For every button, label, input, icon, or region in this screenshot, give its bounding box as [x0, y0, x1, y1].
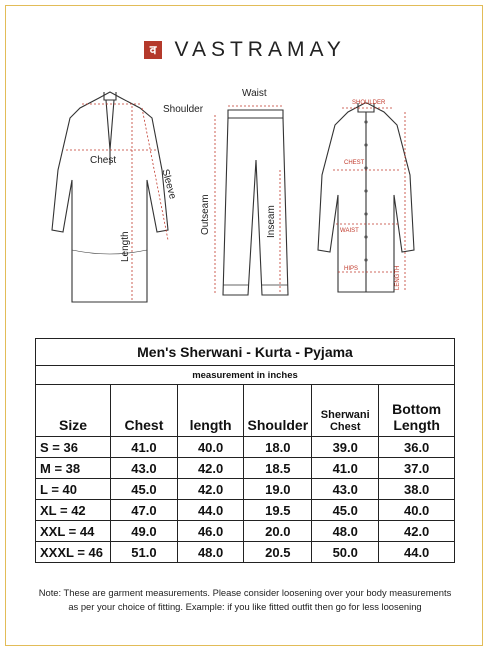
- measurement-cell: 44.0: [379, 542, 455, 563]
- table-row: [36, 479, 455, 500]
- label-sherwani-waist: WAIST: [340, 228, 359, 234]
- note-line-2: as per your choice of fitting. Example: if you like fitted outfit then go for less loosening: [68, 601, 422, 612]
- table-header-row: [36, 385, 455, 437]
- size-cell: XXL = 44: [36, 521, 111, 542]
- brand-name: VASTRAMAY: [174, 38, 346, 61]
- header-chest: Chest: [111, 385, 178, 437]
- sherwani-diagram: [318, 103, 414, 292]
- table-title: Men's Sherwani - Kurta - Pyjama: [36, 339, 455, 366]
- measurement-cell: 45.0: [111, 479, 178, 500]
- table-row: [36, 458, 455, 479]
- label-sherwani-chest: CHEST: [344, 160, 365, 166]
- table-row: [36, 521, 455, 542]
- measurement-cell: 41.0: [111, 437, 178, 458]
- measurement-cell: 41.0: [312, 458, 379, 479]
- size-cell: S = 36: [36, 437, 111, 458]
- measurement-cell: 51.0: [111, 542, 178, 563]
- measurement-cell: 39.0: [312, 437, 379, 458]
- label-sherwani-shoulder: SHOULDER: [352, 100, 386, 106]
- table-row: [36, 542, 455, 563]
- size-cell: XXXL = 46: [36, 542, 111, 563]
- measurement-cell: 20.5: [244, 542, 312, 563]
- note-text: [0, 586, 490, 614]
- measurement-cell: 45.0: [312, 500, 379, 521]
- measurement-cell: 43.0: [111, 458, 178, 479]
- table-subtitle: measurement in inches: [36, 366, 455, 385]
- header-bottom-length: Bottom Length: [379, 385, 455, 437]
- label-sleeve: Sleeve: [159, 168, 178, 201]
- brand-logo-icon: व: [144, 41, 162, 59]
- label-chest: Chest: [90, 155, 117, 166]
- header-size: Size: [36, 385, 111, 437]
- measurement-cell: 48.0: [177, 542, 244, 563]
- header-shoulder: Shoulder: [244, 385, 312, 437]
- label-sherwani-length: LENGTH: [395, 265, 401, 290]
- measurement-cell: 50.0: [312, 542, 379, 563]
- measurement-cell: 20.0: [244, 521, 312, 542]
- measurement-cell: 42.0: [379, 521, 455, 542]
- measurement-cell: 38.0: [379, 479, 455, 500]
- size-chart-table: [35, 338, 455, 563]
- header-length: length: [177, 385, 244, 437]
- measurement-cell: 40.0: [177, 437, 244, 458]
- size-cell: XL = 42: [36, 500, 111, 521]
- note-line-1: Note: These are garment measurements. Please consider loosening over your body measurements: [38, 587, 452, 598]
- measurement-cell: 43.0: [312, 479, 379, 500]
- measurement-cell: 42.0: [177, 479, 244, 500]
- measurement-cell: 19.0: [244, 479, 312, 500]
- measurement-cell: 40.0: [379, 500, 455, 521]
- table-row: [36, 437, 455, 458]
- kurta-diagram: [52, 92, 168, 302]
- measurement-cell: 47.0: [111, 500, 178, 521]
- label-outseam: Outseam: [200, 194, 211, 235]
- measurement-cell: 42.0: [177, 458, 244, 479]
- measurement-cell: 37.0: [379, 458, 455, 479]
- measurement-cell: 18.0: [244, 437, 312, 458]
- measurement-cell: 44.0: [177, 500, 244, 521]
- label-length: Length: [120, 231, 131, 262]
- measurement-cell: 19.5: [244, 500, 312, 521]
- kurta-measure-lines: [66, 104, 168, 300]
- measurement-cell: 46.0: [177, 521, 244, 542]
- pyjama-diagram: [223, 110, 288, 295]
- measurement-cell: 49.0: [111, 521, 178, 542]
- size-cell: L = 40: [36, 479, 111, 500]
- measurement-cell: 48.0: [312, 521, 379, 542]
- label-sherwani-hips: HIPS: [344, 266, 359, 272]
- measurement-cell: 36.0: [379, 437, 455, 458]
- label-shoulder: Shoulder: [163, 104, 204, 115]
- label-inseam: Inseam: [266, 205, 277, 238]
- size-cell: M = 38: [36, 458, 111, 479]
- measurement-cell: 18.5: [244, 458, 312, 479]
- table-row: [36, 500, 455, 521]
- label-waist: Waist: [242, 88, 267, 99]
- header-sherwani-chest: Sherwani Chest: [312, 385, 379, 437]
